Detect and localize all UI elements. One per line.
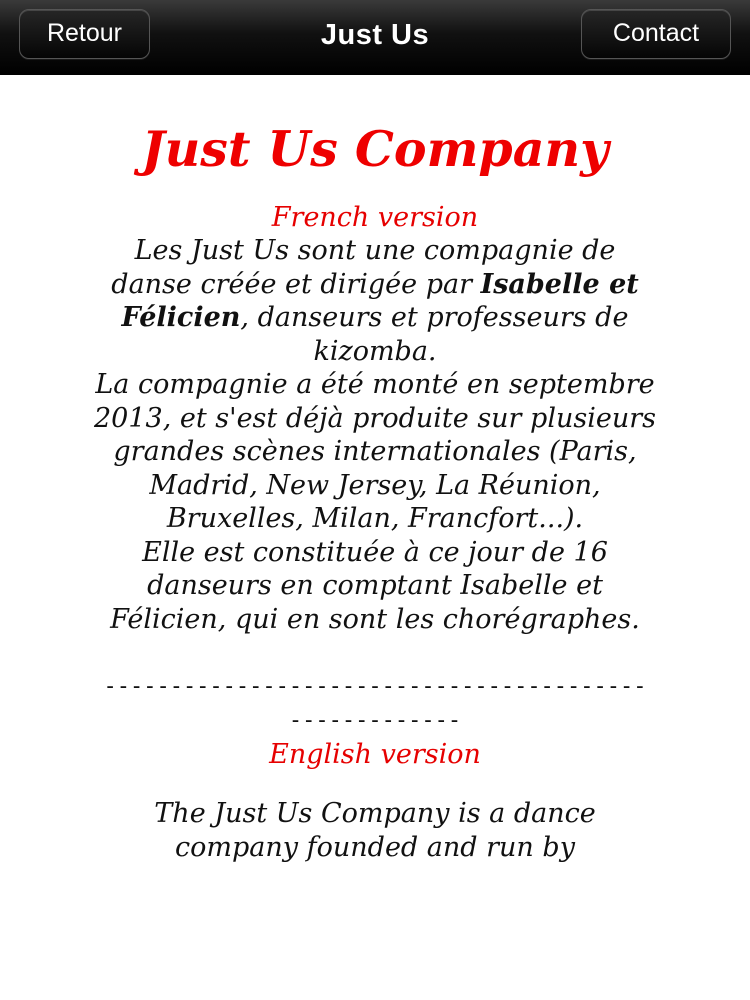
english-version-label: English version bbox=[269, 739, 481, 770]
content-scroll-area[interactable] bbox=[0, 74, 750, 1000]
spacer bbox=[0, 636, 750, 670]
page-title: Just Us bbox=[320, 19, 430, 51]
french-paragraph-intro bbox=[94, 234, 656, 368]
french-paragraph-members: Elle est constituée à ce jour de 16 danseurs en comptant Isabelle et Félicien, qui en sont les chorégraphes. bbox=[110, 536, 640, 635]
company-title: Just Us Company bbox=[141, 120, 609, 178]
french-intro-text-end: , danseurs et professeurs de kizomba. bbox=[240, 302, 629, 367]
founders-names: Isabelle et Félicien bbox=[121, 268, 639, 333]
french-paragraph-history: La compagnie a été monté en septembre 2013, et s'est déjà produite sur plusieurs grandes scènes internationales (Paris, Madrid, New Jersey, La Réunion, Bruxelles, Milan, Francfort...). bbox=[94, 369, 656, 534]
navigation-bar bbox=[0, 0, 750, 75]
french-version-label: French version bbox=[271, 202, 479, 233]
back-button[interactable]: Retour bbox=[19, 9, 150, 59]
contact-button[interactable]: Contact bbox=[581, 9, 731, 59]
french-intro-text: Les Just Us sont une compagnie de danse créée et dirigée par bbox=[111, 235, 616, 300]
english-paragraph-intro: The Just Us Company is a dance company founded and run by bbox=[154, 798, 596, 863]
separator-line: ------------------------------------------------------ bbox=[103, 674, 647, 733]
